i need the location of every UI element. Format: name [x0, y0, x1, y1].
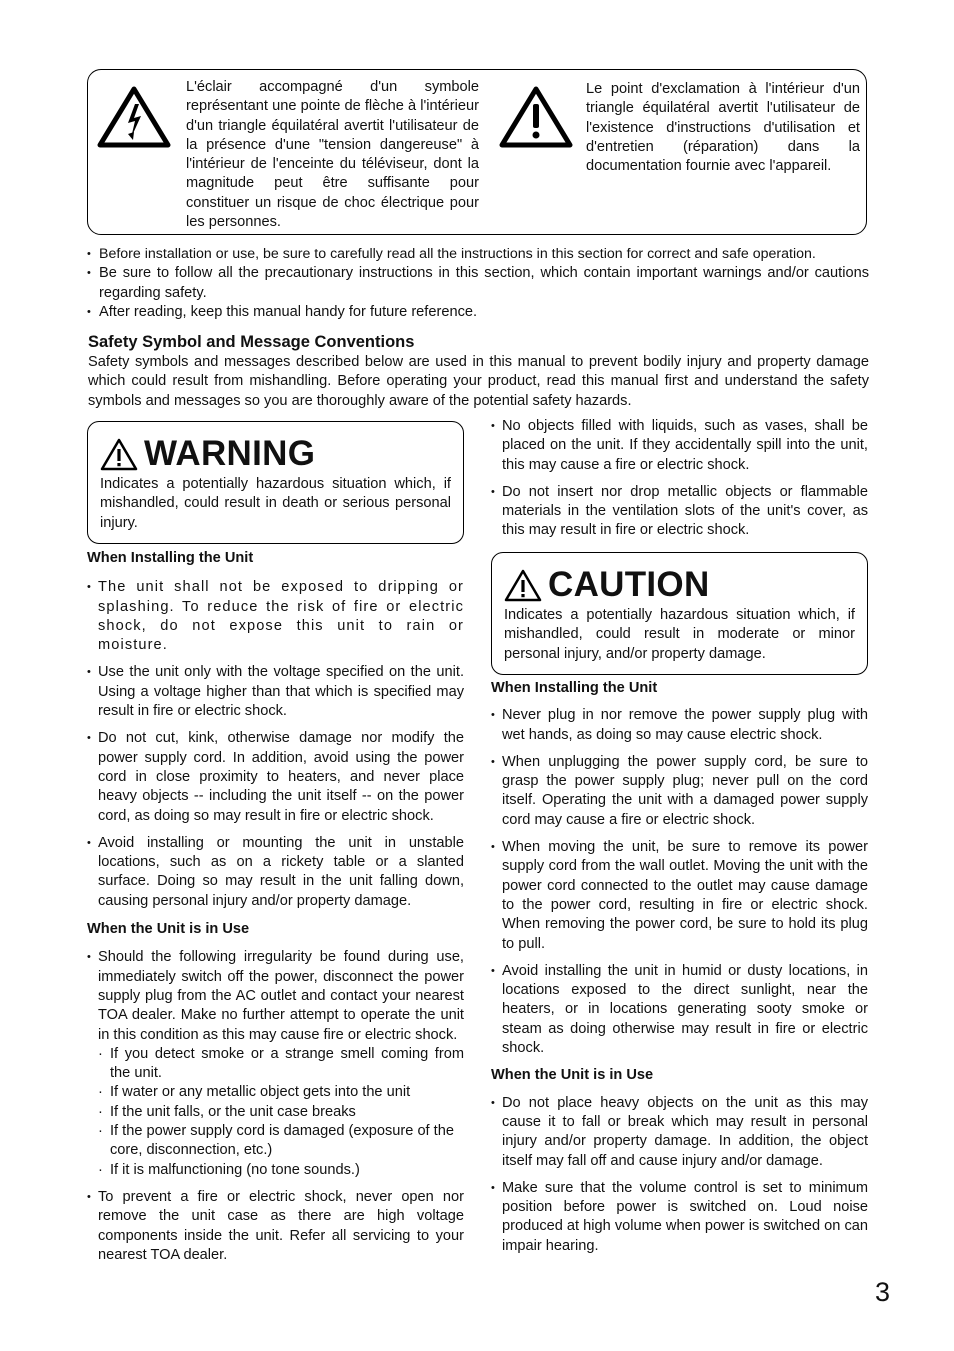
sublist-item: · If you detect smoke or a strange smell coming from the unit. [98, 1045, 464, 1084]
list-item: • The unit shall not be exposed to dripping or splashing. To reduce the risk of fire or electric shock, do not expose this unit to rain or moisture. [87, 578, 464, 655]
list-item: • No objects filled with liquids, such as vases, shall be placed on the unit. If they accidentally spill into the unit, this may cause a fire or electric shock. [491, 417, 868, 475]
list-item: • Do not cut, kink, otherwise damage nor modify the power supply cord. In addition, avoid using the power cord in close proximity to heaters, and never place heavy objects -- including the unit itself -- on the power cord, as doing so may result in fire or electric shock. [87, 729, 464, 825]
intro-bullet-list [87, 245, 869, 322]
irregularity-sublist [87, 1045, 464, 1180]
exclamation-symbol-text: Le point d'exclamation à l'intérieur d'un triangle équilatéral avertit l'utilisateur de l'existence d'instructions d'utilisation et d'entretien (réparation) dans la documentation fournie avec l'appareil. [586, 81, 860, 175]
exclamation-triangle-icon [499, 86, 573, 148]
warning-box [87, 421, 464, 544]
list-item: • When unplugging the power supply cord, be sure to grasp the power supply plug; never pull on the cord itself. Operating the unit with a damaged power supply cord may cause a fire or electric shock. [491, 753, 868, 830]
warning-description: Indicates a potentially hazardous situation which, if mishandled, could result in death or serious personal injury. [100, 476, 451, 531]
caution-heading-label: CAUTION [548, 565, 710, 604]
warning-continued-column [491, 417, 868, 541]
warning-triangle-icon [100, 438, 138, 471]
warning-left-column [87, 549, 464, 1265]
list-item: • Never plug in nor remove the power supply plug with wet hands, as doing so may cause electric shock. [491, 706, 868, 745]
list-item: • Use the unit only with the voltage specified on the unit. Using a voltage higher than that which is specified may result in fire or electric shock. [87, 663, 464, 721]
sublist-item: · If it is malfunctioning (no tone sounds.) [98, 1161, 464, 1180]
lightning-symbol-text: L'éclair accompagné d'un symbole représentant une pointe de flèche à l'intérieur d'un triangle équilatéral avertit l'utilisateur de la présence d'une "tension dangereuse" à l'intérieur de l'enceinte du téléviseur, dont la magnitude peut être suffisante pour constituer un risque de choc électrique pour les personnes. [186, 79, 479, 231]
caution-description: Indicates a potentially hazardous situation which, if mishandled, could result in moderate or minor personal injury, and/or property damage. [504, 607, 855, 662]
caution-box [491, 552, 868, 675]
warning-heading-label: WARNING [144, 434, 316, 473]
conventions-text: Safety symbols and messages described below are used in this manual to prevent bodily injury and property damage which could result from mishandling. Before operating your product, read this manual first and understand the safety symbols and messages so you are thoroughly aware of the potential safety hazards. [88, 354, 869, 409]
caution-triangle-icon [504, 569, 542, 602]
lightning-triangle-icon [97, 86, 171, 148]
sublist-item: · If the unit falls, or the unit case breaks [98, 1103, 464, 1122]
caution-use-title: When the Unit is in Use [491, 1067, 654, 1084]
caution-installing-title: When Installing the Unit [491, 680, 658, 696]
intro-bullet: • Before installation or use, be sure to carefully read all the instructions in this section for correct and safe operation. [87, 245, 869, 264]
list-item: • Should the following irregularity be found during use, immediately switch off the power, disconnect the power supply plug from the AC outlet and contact your nearest TOA dealer. Make no further attempt to operate the unit in this condition as this may cause fire or electric shock. [87, 948, 464, 1044]
list-item: • Do not place heavy objects on the unit as this may cause it to fall or break which may result in personal injury and/or property damage. In addition, the object itself may fall off and cause injury and/or damage. [491, 1094, 868, 1171]
list-item: • Make sure that the volume control is set to minimum position before power is switched on. Loud noise produced at high volume when power is switched on can impair hearing. [491, 1179, 868, 1256]
intro-bullet: • Be sure to follow all the precautionary instructions in this section, which contain important warnings and/or cautions regarding safety. [87, 264, 869, 303]
page-number: 3 [875, 1277, 891, 1307]
list-item: • When moving the unit, be sure to remove its power supply cord from the wall outlet. Moving the unit with the power cord connected to the outlet may cause damage to the power cord, resulting in fire or electric shock. When removing the power cord, be sure to hold its plug to pull. [491, 838, 868, 954]
intro-bullet: • After reading, keep this manual handy for future reference. [87, 303, 869, 322]
list-item: • Avoid installing the unit in humid or dusty locations, in locations exposed to the direct sunlight, near the heaters, or in locations generating sooty smoke or steam as doing otherwise may result in fire or electric shock. [491, 962, 868, 1058]
warning-installing-title: When Installing the Unit [87, 550, 254, 566]
sublist-item: · If water or any metallic object gets into the unit [98, 1083, 464, 1102]
conventions-title: Safety Symbol and Message Conventions [88, 333, 415, 351]
list-item: • Avoid installing or mounting the unit in unstable locations, such as on a rickety table or a slanted surface. Doing so may result in the unit falling down, causing personal injury and/or property damage. [87, 834, 464, 911]
list-item: • To prevent a fire or electric shock, never open nor remove the unit case as there are high voltage components inside the unit. Refer all servicing to your nearest TOA dealer. [87, 1188, 464, 1265]
caution-heading [504, 565, 855, 605]
warning-heading [100, 434, 451, 474]
caution-right-column [491, 679, 868, 1256]
sublist-item: · If the power supply cord is damaged (exposure of the core, disconnection, etc.) [98, 1122, 464, 1161]
warning-use-title: When the Unit is in Use [87, 921, 250, 938]
list-item: • Do not insert nor drop metallic objects or flammable materials in the ventilation slots of the unit's cover, as this may result in fire or electric shock. [491, 483, 868, 541]
